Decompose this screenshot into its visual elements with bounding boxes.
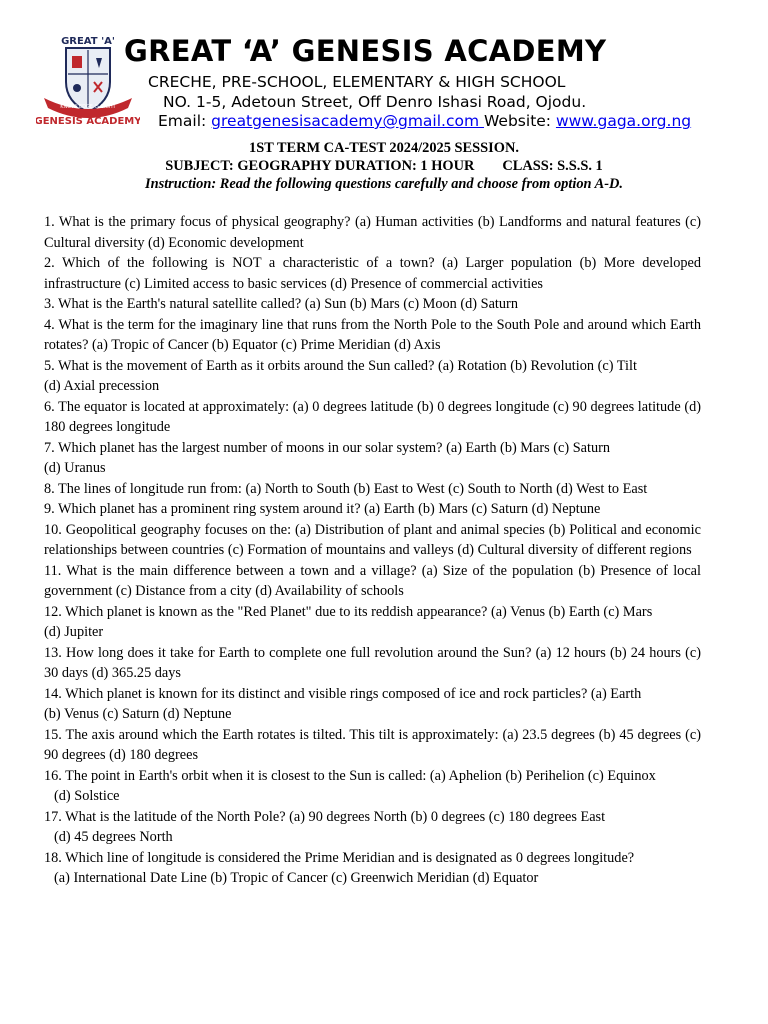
question-18 <box>44 848 701 889</box>
question-text: 4. What is the term for the imaginary line that runs from the North Pole to the South Pole and around which Earth rotates? (a) Tropic of Cancer (b) Equator (c) Prime Meridian (d) Axis <box>44 316 701 353</box>
question-text: 5. What is the movement of Earth as it orbits around the Sun called? (a) Rotation (b) Revolution (c) Tilt <box>44 357 637 374</box>
question-8 <box>44 479 701 500</box>
question-text: (d) Axial precession <box>44 378 160 394</box>
website-link[interactable]: www.gaga.org.ng <box>555 112 692 130</box>
question-6 <box>44 397 701 438</box>
question-text: 17. What is the latitude of the North Pole? (a) 90 degrees North (b) 0 degrees (c) 180 degrees East <box>44 808 606 825</box>
question-text: 10. Geopolitical geography focuses on the: (a) Distribution of plant and animal species (b) Political and economic relationships between countries (c) Formation of mountains and valleys (d) Cultural diversity of different regions <box>44 521 701 558</box>
question-text: 12. Which planet is known as the "Red Planet" due to its reddish appearance? (a) Venus (b) Earth (c) Mars <box>44 603 653 620</box>
logo-top-text: GREAT 'A' <box>61 36 115 47</box>
question-text: 11. What is the main difference between a town and a village? (a) Size of the population (b) Presence of local government (c) Distance from a city (d) Availability of schools <box>44 562 701 599</box>
question-text: 13. How long does it take for Earth to complete one full revolution around the Sun? (a) 12 hours (b) 24 hours (c) 30 days (d) 365.25 days <box>44 644 701 681</box>
question-text: 3. What is the Earth's natural satellite called? (a) Sun (b) Mars (c) Moon (d) Saturn <box>44 296 518 312</box>
question-2 <box>44 253 701 294</box>
question-11 <box>44 561 701 602</box>
question-10 <box>44 520 701 561</box>
question-list <box>44 212 701 889</box>
question-7 <box>44 438 701 479</box>
question-text: (d) Jupiter <box>44 624 104 640</box>
question-16 <box>44 766 701 807</box>
website-label: Website: <box>484 112 556 130</box>
question-text: (b) Venus (c) Saturn (d) Neptune <box>44 706 232 722</box>
question-text: 1. What is the primary focus of physical geography? (a) Human activities (b) Landforms and natural features (c) Cultural diversity (d) Economic development <box>44 214 701 251</box>
question-14 <box>44 684 701 725</box>
class: CLASS: S.S.S. 1 <box>502 158 603 174</box>
question-text: 6. The equator is located at approximately: (a) 0 degrees latitude (b) 0 degrees longitude (c) 90 degrees latitude (d) 180 degrees longitude <box>44 398 701 435</box>
email-link[interactable]: greatgenesisacademy@gmail.com <box>211 112 485 130</box>
question-text: 2. Which of the following is NOT a characteristic of a town? (a) Larger population (b) More developed infrastructure (c) Limited access to basic services (d) Presence of commercial activities <box>44 255 701 292</box>
question-text: 14. Which planet is known for its distinct and visible rings composed of ice and rock particles? (a) Earth <box>44 685 642 702</box>
school-address: NO. 1-5, Adetoun Street, Off Denro Ishasi Road, Ojodu. <box>163 93 587 111</box>
question-5 <box>44 356 701 397</box>
question-12 <box>44 602 701 643</box>
school-levels: CRECHE, PRE-SCHOOL, ELEMENTARY & HIGH SCHOOL <box>148 73 566 91</box>
question-text: 15. The axis around which the Earth rotates is tilted. This tilt is approximately: (a) 23.5 degrees (b) 45 degrees (c) 90 degrees (d) 180 degrees <box>44 726 701 763</box>
email-label: Email: <box>158 112 212 130</box>
question-text: 9. Which planet has a prominent ring system around it? (a) Earth (b) Mars (c) Saturn (d) Neptune <box>44 501 601 517</box>
question-9 <box>44 499 701 520</box>
school-name: GREAT ‘A’ GENESIS ACADEMY <box>124 34 607 68</box>
question-3 <box>44 294 701 315</box>
term-title: 1ST TERM CA-TEST 2024/2025 SESSION. <box>249 140 519 156</box>
question-text: 7. Which planet has the largest number of moons in our solar system? (a) Earth (b) Mars (c) Saturn <box>44 439 611 456</box>
subject: SUBJECT: GEOGRAPHY <box>165 158 332 174</box>
duration: DURATION: 1 HOUR <box>334 158 475 174</box>
question-text: (a) International Date Line (b) Tropic of Cancer (c) Greenwich Meridian (d) Equator <box>54 870 539 886</box>
logo-ribbon-text: KNOWLEDGE IS LIGHT <box>60 104 116 110</box>
question-text: (d) Solstice <box>54 788 120 804</box>
question-17 <box>44 807 701 848</box>
question-text: (d) 45 degrees North <box>54 829 173 845</box>
question-4 <box>44 315 701 356</box>
question-15 <box>44 725 701 766</box>
subject-line <box>0 158 768 175</box>
question-1 <box>44 212 701 253</box>
logo-bottom-text: GENESIS ACADEMY <box>36 116 140 127</box>
question-text: 8. The lines of longitude run from: (a) North to South (b) East to West (c) South to North (d) West to East <box>44 480 648 497</box>
question-13 <box>44 643 701 684</box>
question-text: (d) Uranus <box>44 460 106 476</box>
instruction: Instruction: Read the following questions carefully and choose from option A-D. <box>144 176 623 192</box>
question-text: 16. The point in Earth's orbit when it is closest to the Sun is called: (a) Aphelion (b) Perihelion (c) Equinox <box>44 767 656 784</box>
contact-line <box>158 112 691 130</box>
question-text: 18. Which line of longitude is considered the Prime Meridian and is designated as 0 degrees longitude? <box>44 849 635 866</box>
